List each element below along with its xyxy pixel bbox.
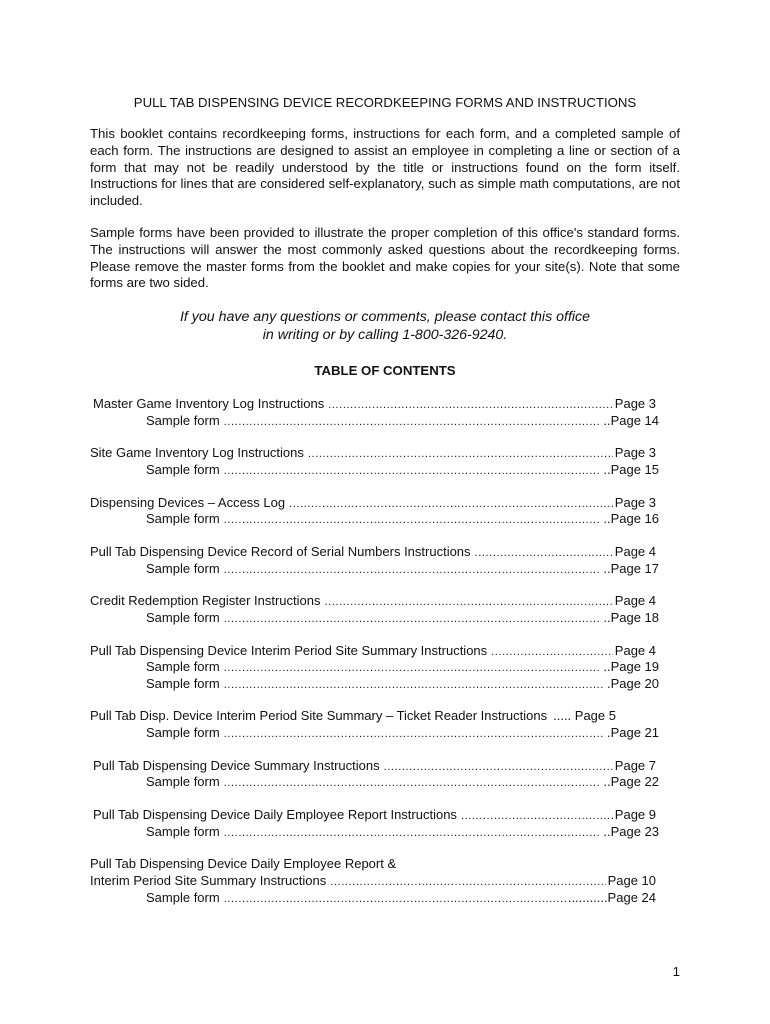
page-number: 1 xyxy=(672,964,680,979)
sample-forms-paragraph: Sample forms have been provided to illustrate the proper completion of this office's standard forms. The instructions will answer the most commonly asked questions about the recordkeeping forms. Please remove the master forms from the booklet and make copies for your site(s). Note that some forms are two sided. xyxy=(90,225,680,291)
toc-leader xyxy=(224,512,602,527)
toc-entry-label: Pull Tab Disp. Device Interim Period Site Summary – Ticket Reader Instructions xyxy=(90,708,548,723)
toc-entry-label: Dispensing Devices – Access Log xyxy=(90,495,286,510)
toc-leader xyxy=(224,611,602,626)
toc-entry-page: .Page 20 xyxy=(606,676,659,691)
toc-entry-page: Page 9 xyxy=(614,807,656,822)
toc-entry xyxy=(93,395,656,412)
toc-entry xyxy=(146,510,659,527)
toc-entry xyxy=(146,675,659,692)
toc-entry xyxy=(90,872,656,889)
document-title: PULL TAB DISPENSING DEVICE RECORDKEEPING FORMS AND INSTRUCTIONS xyxy=(133,95,637,110)
toc-entry-page: .Page 21 xyxy=(606,725,659,740)
toc-entry-page: Page 4 xyxy=(614,643,656,658)
toc-leader xyxy=(384,759,613,774)
toc-leader xyxy=(224,463,602,478)
toc-leader xyxy=(224,677,605,692)
toc-entry-page: ..Page 19 xyxy=(603,659,659,674)
toc-heading: TABLE OF CONTENTS xyxy=(314,363,456,378)
toc-leader xyxy=(224,775,602,790)
toc-entry-label: Sample form xyxy=(146,824,220,839)
toc-entry-label: Pull Tab Dispensing Device Daily Employee Report Instructions xyxy=(93,807,457,822)
toc-leader xyxy=(491,644,613,659)
toc-entry xyxy=(146,889,656,906)
toc-entry xyxy=(146,609,659,626)
toc-entry-page: Page 3 xyxy=(614,445,656,460)
toc-entry xyxy=(90,707,656,724)
toc-leader xyxy=(224,414,602,429)
toc-entry-page: ..Page 17 xyxy=(603,561,659,576)
toc-entry-page: ..Page 23 xyxy=(603,824,659,839)
toc-leader xyxy=(224,660,602,675)
toc-entry-page: Page 3 xyxy=(614,495,656,510)
toc-leader xyxy=(224,562,602,577)
intro-paragraph: This booklet contains recordkeeping forms, instructions for each form, and a completed sample of each form. The instructions are designed to assist an employee in completing a line or section of a form that may not be readily understood by the title or instructions found on the form itself. Instructions for lines that are considered self-explanatory, such as simple math computations, are not included. xyxy=(90,126,680,209)
toc-entry-label: Sample form xyxy=(146,774,220,789)
toc-entry xyxy=(146,461,659,478)
toc-leader xyxy=(308,446,613,461)
toc-entry-page: ..... Page 5 xyxy=(553,708,616,723)
toc-entry-page: Page 10 xyxy=(607,873,656,888)
toc-entry-label: Sample form xyxy=(146,659,220,674)
toc-entry xyxy=(146,658,659,675)
toc-entry xyxy=(90,543,656,560)
toc-leader xyxy=(224,891,566,906)
toc-entry xyxy=(146,412,659,429)
toc-entry-label: Interim Period Site Summary Instructions xyxy=(90,873,327,888)
toc-entry-label: Credit Redemption Register Instructions xyxy=(90,593,321,608)
toc-entry-label: Pull Tab Dispensing Device Summary Instructions xyxy=(93,758,380,773)
toc-entry-label: Sample form xyxy=(146,561,220,576)
toc-entry-label: Master Game Inventory Log Instructions xyxy=(93,396,325,411)
toc-entry-label: Site Game Inventory Log Instructions xyxy=(90,445,304,460)
toc-entry-page: ..Page 16 xyxy=(603,511,659,526)
toc-entry-label: Sample form xyxy=(146,610,220,625)
toc-entry xyxy=(93,757,656,774)
contact-line: If you have any questions or comments, please contact this office xyxy=(179,309,591,325)
toc-entry xyxy=(90,642,656,659)
toc-entry-label: Sample form xyxy=(146,413,220,428)
toc-entry xyxy=(146,773,659,790)
toc-entry-label: Sample form xyxy=(146,462,220,477)
toc-entry-page: ...........Page 24 xyxy=(567,890,656,905)
toc-leader xyxy=(325,594,613,609)
toc-entry xyxy=(93,806,656,823)
toc-entry xyxy=(90,444,656,461)
toc-leader xyxy=(289,496,613,511)
toc-entry-page: ..Page 18 xyxy=(603,610,659,625)
toc-entry-label: Sample form xyxy=(146,725,220,740)
toc-entry xyxy=(146,823,659,840)
toc-entry-label: Sample form xyxy=(146,511,220,526)
toc-entry-page: Page 4 xyxy=(614,593,656,608)
toc-entry-page: ..Page 15 xyxy=(603,462,659,477)
toc-leader xyxy=(224,825,602,840)
toc-entry-page: ..Page 14 xyxy=(603,413,659,428)
toc-leader xyxy=(461,808,613,823)
toc-leader xyxy=(224,726,605,741)
toc-leader xyxy=(328,397,613,412)
toc-entry xyxy=(90,494,656,511)
toc-entry-page: Page 3 xyxy=(614,396,656,411)
toc-entry xyxy=(90,592,656,609)
toc-entry-label: Pull Tab Dispensing Device Daily Employee Report & xyxy=(90,856,397,871)
toc-entry-page: ..Page 22 xyxy=(603,774,659,789)
toc-entry-label: Pull Tab Dispensing Device Record of Serial Numbers Instructions xyxy=(90,544,471,559)
toc-entry-page: Page 7 xyxy=(614,758,656,773)
contact-line: in writing or by calling 1-800-326-9240. xyxy=(262,327,508,343)
toc-entry xyxy=(146,724,659,741)
toc-entry-label: Pull Tab Dispensing Device Interim Period Site Summary Instructions xyxy=(90,643,488,658)
toc-entry xyxy=(146,560,659,577)
toc-leader xyxy=(330,874,605,889)
toc-leader xyxy=(475,545,613,560)
toc-entry-page: Page 4 xyxy=(614,544,656,559)
toc-entry-label: Sample form xyxy=(146,890,220,905)
toc-entry-label: Sample form xyxy=(146,676,220,691)
